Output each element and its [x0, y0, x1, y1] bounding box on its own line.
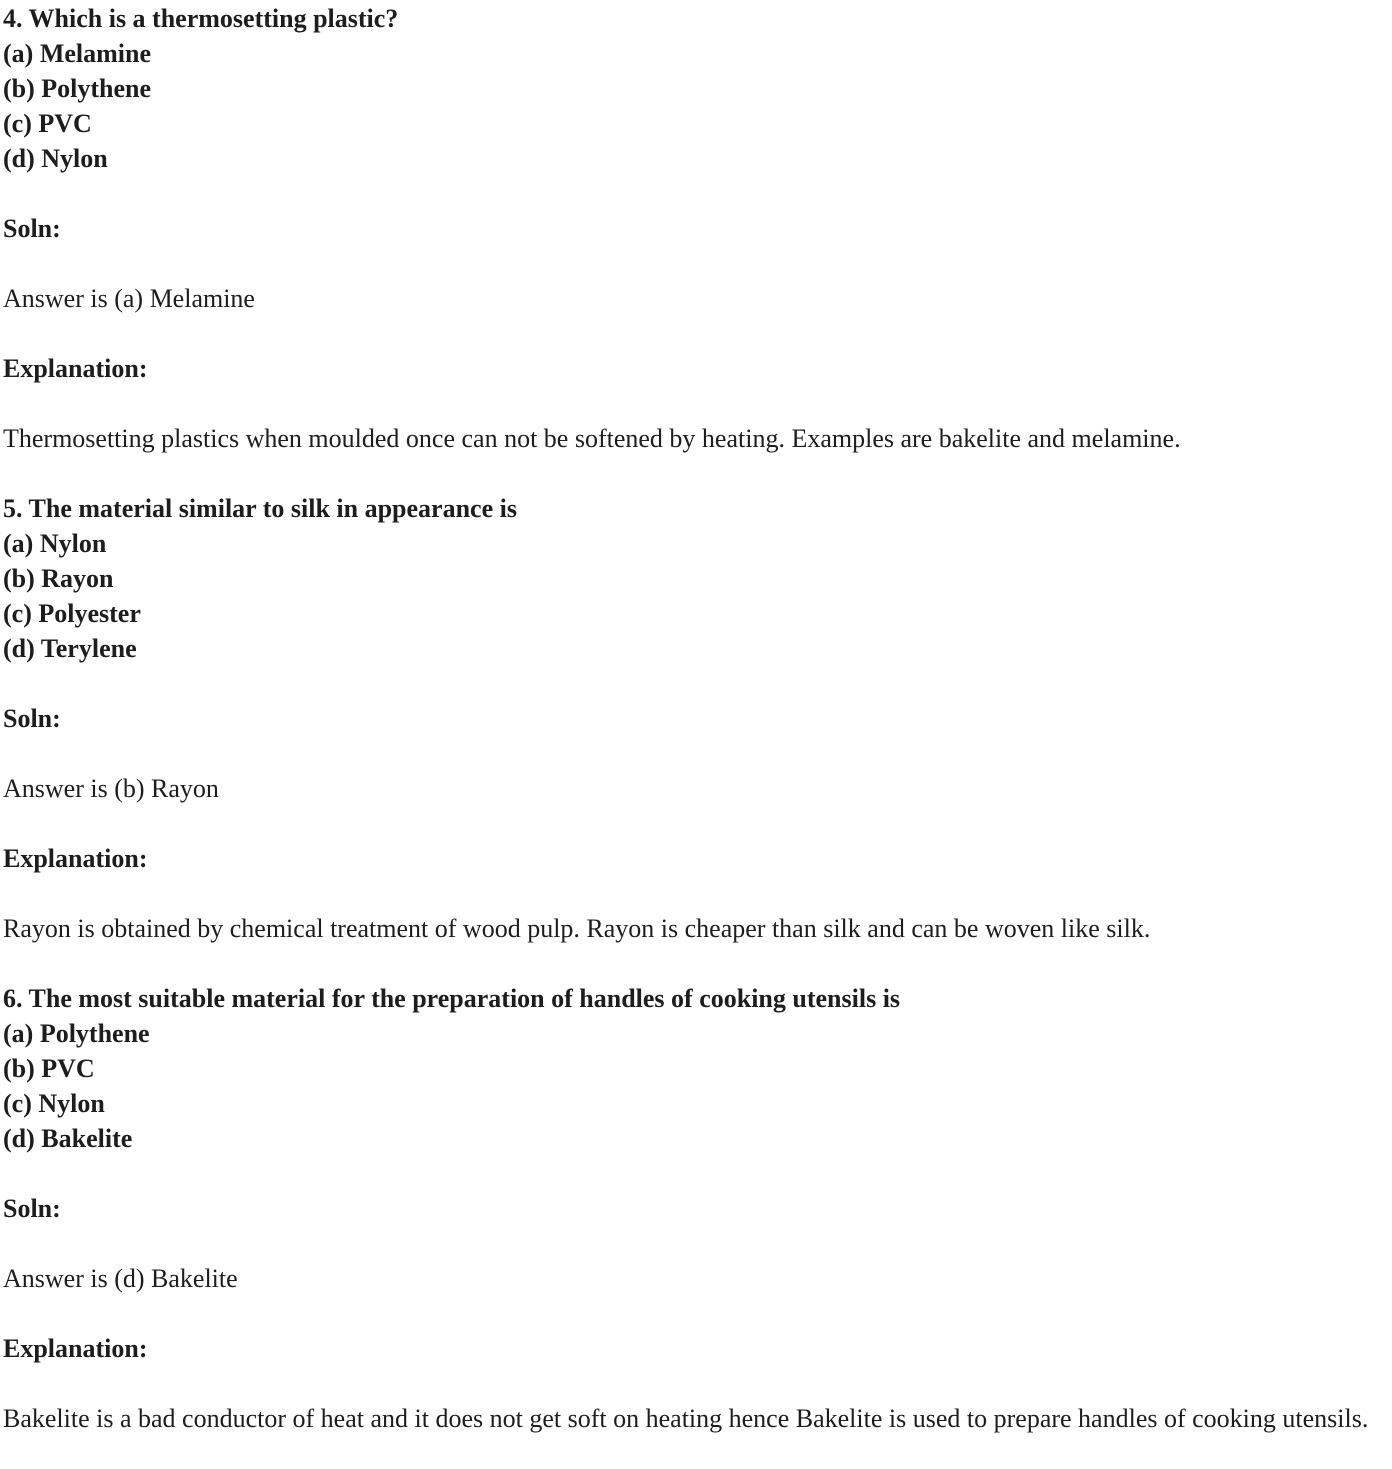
option-c: (c) Polyester [3, 599, 141, 628]
question-title: 4. Which is a thermosetting plastic? [3, 4, 399, 33]
option-c: (c) Nylon [3, 1089, 105, 1118]
explanation-label: Explanation: [3, 844, 148, 873]
soln-label: Soln: [3, 214, 61, 243]
option-a: (a) Polythene [3, 1019, 150, 1048]
soln-label: Soln: [3, 704, 61, 733]
explanation-text: Thermosetting plastics when moulded once can not be softened by heating. Examples are bakelite and melamine. [3, 424, 1181, 453]
question-title: 5. The material similar to silk in appearance is [3, 494, 517, 523]
answer-text: Answer is (d) Bakelite [3, 1264, 238, 1293]
option-d: (d) Nylon [3, 144, 108, 173]
option-c: (c) PVC [3, 109, 92, 138]
question-block-5 [3, 491, 1386, 946]
explanation-text: Bakelite is a bad conductor of heat and it does not get soft on heating hence Bakelite is used to prepare handles of cooking utensils. [3, 1404, 1369, 1433]
option-b: (b) Rayon [3, 564, 114, 593]
option-a: (a) Melamine [3, 39, 152, 68]
question-block-4 [3, 1, 1386, 456]
question-block-6 [3, 981, 1386, 1436]
explanation-label: Explanation: [3, 354, 148, 383]
answer-text: Answer is (a) Melamine [3, 284, 255, 313]
question-title: 6. The most suitable material for the preparation of handles of cooking utensils is [3, 984, 901, 1013]
explanation-text: Rayon is obtained by chemical treatment of wood pulp. Rayon is cheaper than silk and can be woven like silk. [3, 914, 1151, 943]
answer-text: Answer is (b) Rayon [3, 774, 219, 803]
option-b: (b) Polythene [3, 74, 152, 103]
option-d: (d) Terylene [3, 634, 137, 663]
option-b: (b) PVC [3, 1054, 95, 1083]
soln-label: Soln: [3, 1194, 61, 1223]
option-a: (a) Nylon [3, 529, 107, 558]
option-d: (d) Bakelite [3, 1124, 133, 1153]
explanation-label: Explanation: [3, 1334, 148, 1363]
